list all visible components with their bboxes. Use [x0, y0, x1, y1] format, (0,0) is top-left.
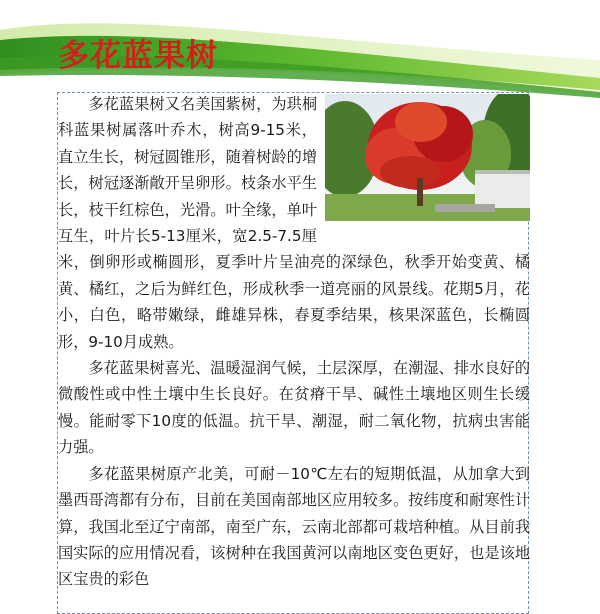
header-banner	[0, 0, 600, 100]
red-tree-image	[325, 94, 530, 221]
paragraph-1: 多花蓝果树又名美国紫树，为珙桐科蓝果树属落叶乔木，树高9-15米，直立生长，树冠圆锥形，随着树龄的增长，树冠逐渐敞开呈卵形。枝条水平生长，枝干红棕色，光滑。叶全缘，单叶互生，叶片长5-13厘米，宽2.5-7.5厘米，倒卵形或椭圆形，夏季叶片呈油亮的深绿色，秋季开始变黄、橘黄、橘红，之后为鲜红色，形成秋季一道亮丽的风景线。花期5月，花小，白色，略带嫩绿，雌雄异株，春夏季结果，核果深蓝色，长椭圆形，9-10月成熟。	[58, 95, 530, 351]
paragraph-2: 多花蓝果树喜光、温暖湿润气候，土层深厚，在潮湿、排水良好的微酸性或中性土壤中生长良好。在贫瘠干旱、碱性土壤地区则生长缓慢。能耐零下10度的低温。抗干旱、潮湿，耐二氧化物，抗病虫害能力强。	[58, 359, 530, 457]
page-title: 多花蓝果树	[58, 38, 218, 74]
article-body	[58, 91, 530, 593]
paragraph-3: 多花蓝果树原产北美，可耐－10℃左右的短期低温，从加拿大到墨西哥湾都有分布，目前在美国南部地区应用较多。按纬度和耐寒性计算，我国北至辽宁南部，南至广东，云南北部都可栽培种植。从目前我国实际的应用情况看，该树种在我国黄河以南地区变色更好，也是该地区宝贵的彩色	[58, 464, 530, 589]
tree-photo	[325, 94, 530, 221]
